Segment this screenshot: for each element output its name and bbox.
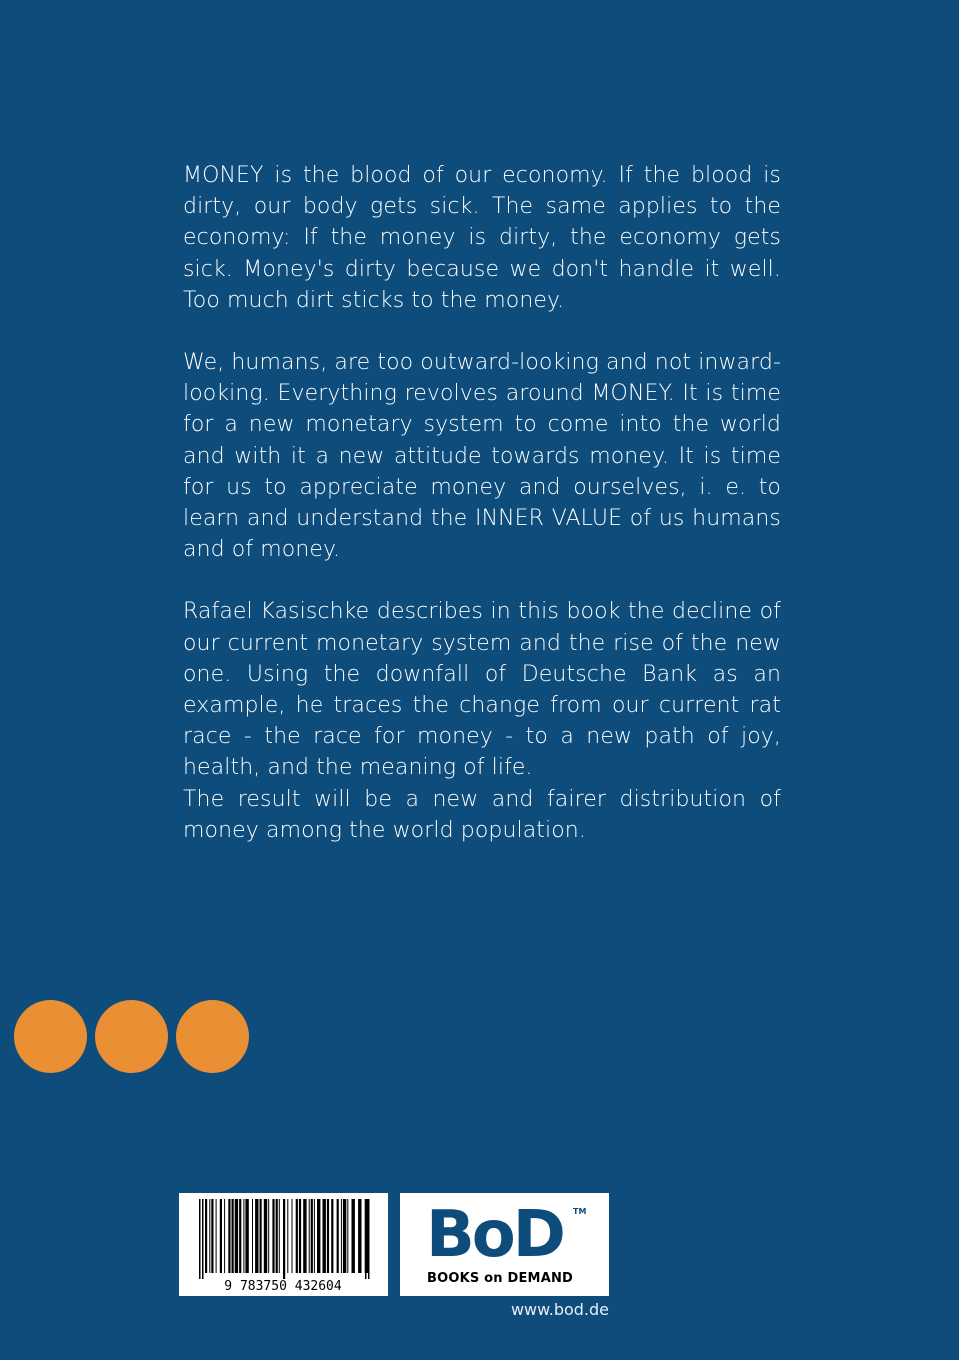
barcode-bar bbox=[209, 1199, 210, 1273]
blurb-paragraph-1: MONEY is the blood of our economy. If the blood is dirty, our body gets sick. The same applies to the economy: If the money is dirty, the economy gets sick. Money's dirty because we don't handle it well. Too much dirt sticks to the money. bbox=[183, 163, 781, 313]
orange-dot bbox=[95, 1000, 168, 1073]
barcode-bar bbox=[228, 1199, 230, 1273]
blurb-paragraph-4: The result will be a new and fairer distribution of money among the world population. bbox=[183, 786, 781, 843]
publisher-url: www.bod.de bbox=[510, 1300, 609, 1319]
barcode-bar bbox=[216, 1199, 217, 1273]
barcode-bar bbox=[303, 1199, 306, 1273]
barcode-bar bbox=[276, 1199, 278, 1273]
barcode-bar bbox=[243, 1199, 244, 1273]
barcode-bar bbox=[343, 1199, 346, 1273]
publisher-tagline: BOOKS on DEMAND bbox=[427, 1271, 574, 1286]
barcode-bar bbox=[202, 1199, 204, 1279]
publisher-logo-box bbox=[400, 1193, 609, 1296]
barcode-bar bbox=[235, 1199, 238, 1273]
orange-dot bbox=[176, 1000, 249, 1073]
barcode-bar bbox=[264, 1199, 267, 1273]
barcode-bar bbox=[314, 1199, 315, 1273]
barcode-bar bbox=[211, 1199, 213, 1273]
barcode-bar bbox=[224, 1199, 225, 1273]
barcode-bar bbox=[311, 1199, 313, 1273]
barcode-bar bbox=[279, 1199, 280, 1273]
barcode-bar bbox=[199, 1199, 201, 1279]
barcode-bar bbox=[220, 1199, 222, 1273]
barcode-bar bbox=[260, 1199, 262, 1273]
barcode-bar bbox=[365, 1199, 367, 1279]
trademark-mark: TM bbox=[573, 1207, 587, 1216]
barcode-bar bbox=[347, 1199, 348, 1273]
barcode-bar bbox=[299, 1199, 301, 1273]
barcode-bars bbox=[199, 1199, 370, 1279]
barcode-bar bbox=[296, 1199, 298, 1273]
isbn-digits: 9 783750 432604 bbox=[224, 1279, 342, 1294]
barcode-bar bbox=[245, 1199, 248, 1273]
isbn-barcode bbox=[179, 1193, 388, 1296]
barcode-bar bbox=[255, 1199, 258, 1273]
blurb-paragraph-2: We, humans, are too outward-looking and not inward-looking. Everything revolves around MONEY. It is time for a new monetary system to come into the world and with it a new attitude towards money. It is time for us to appreciate money and ourselves, i. e. to learn and understand the INNER VALUE of us humans and of money. bbox=[183, 350, 781, 563]
barcode-graphic bbox=[179, 1193, 388, 1296]
blurb-paragraph-3: Rafael Kasischke describes in this book the decline of our current monetary system and the rise of the new one. Using the downfall of Deutsche Bank as an example, he traces the change from our current rat race - the race for money - to a new path of joy, health, and the meaning of life. bbox=[183, 599, 781, 781]
barcode-bar bbox=[287, 1199, 288, 1273]
barcode-bar bbox=[232, 1199, 234, 1273]
back-cover-blurb bbox=[183, 160, 781, 846]
barcode-bar bbox=[252, 1199, 253, 1273]
barcode-bar bbox=[327, 1199, 329, 1273]
barcode-bar bbox=[292, 1199, 293, 1273]
barcode-bar bbox=[272, 1199, 274, 1273]
barcode-bar bbox=[358, 1199, 361, 1273]
barcode-bar bbox=[331, 1199, 333, 1273]
barcode-bar bbox=[205, 1199, 207, 1273]
barcode-bar bbox=[239, 1199, 241, 1273]
orange-dot bbox=[14, 1000, 87, 1073]
barcode-bar bbox=[352, 1199, 355, 1273]
barcode-bar bbox=[368, 1199, 370, 1279]
barcode-bar bbox=[323, 1199, 326, 1273]
barcode-bar bbox=[309, 1199, 310, 1273]
barcode-bar bbox=[337, 1199, 339, 1273]
bod-logo: BoD bbox=[426, 1198, 563, 1272]
barcode-bar bbox=[317, 1199, 320, 1273]
barcode-bar bbox=[341, 1199, 342, 1273]
barcode-bar bbox=[268, 1199, 269, 1273]
barcode-bar bbox=[283, 1199, 285, 1279]
